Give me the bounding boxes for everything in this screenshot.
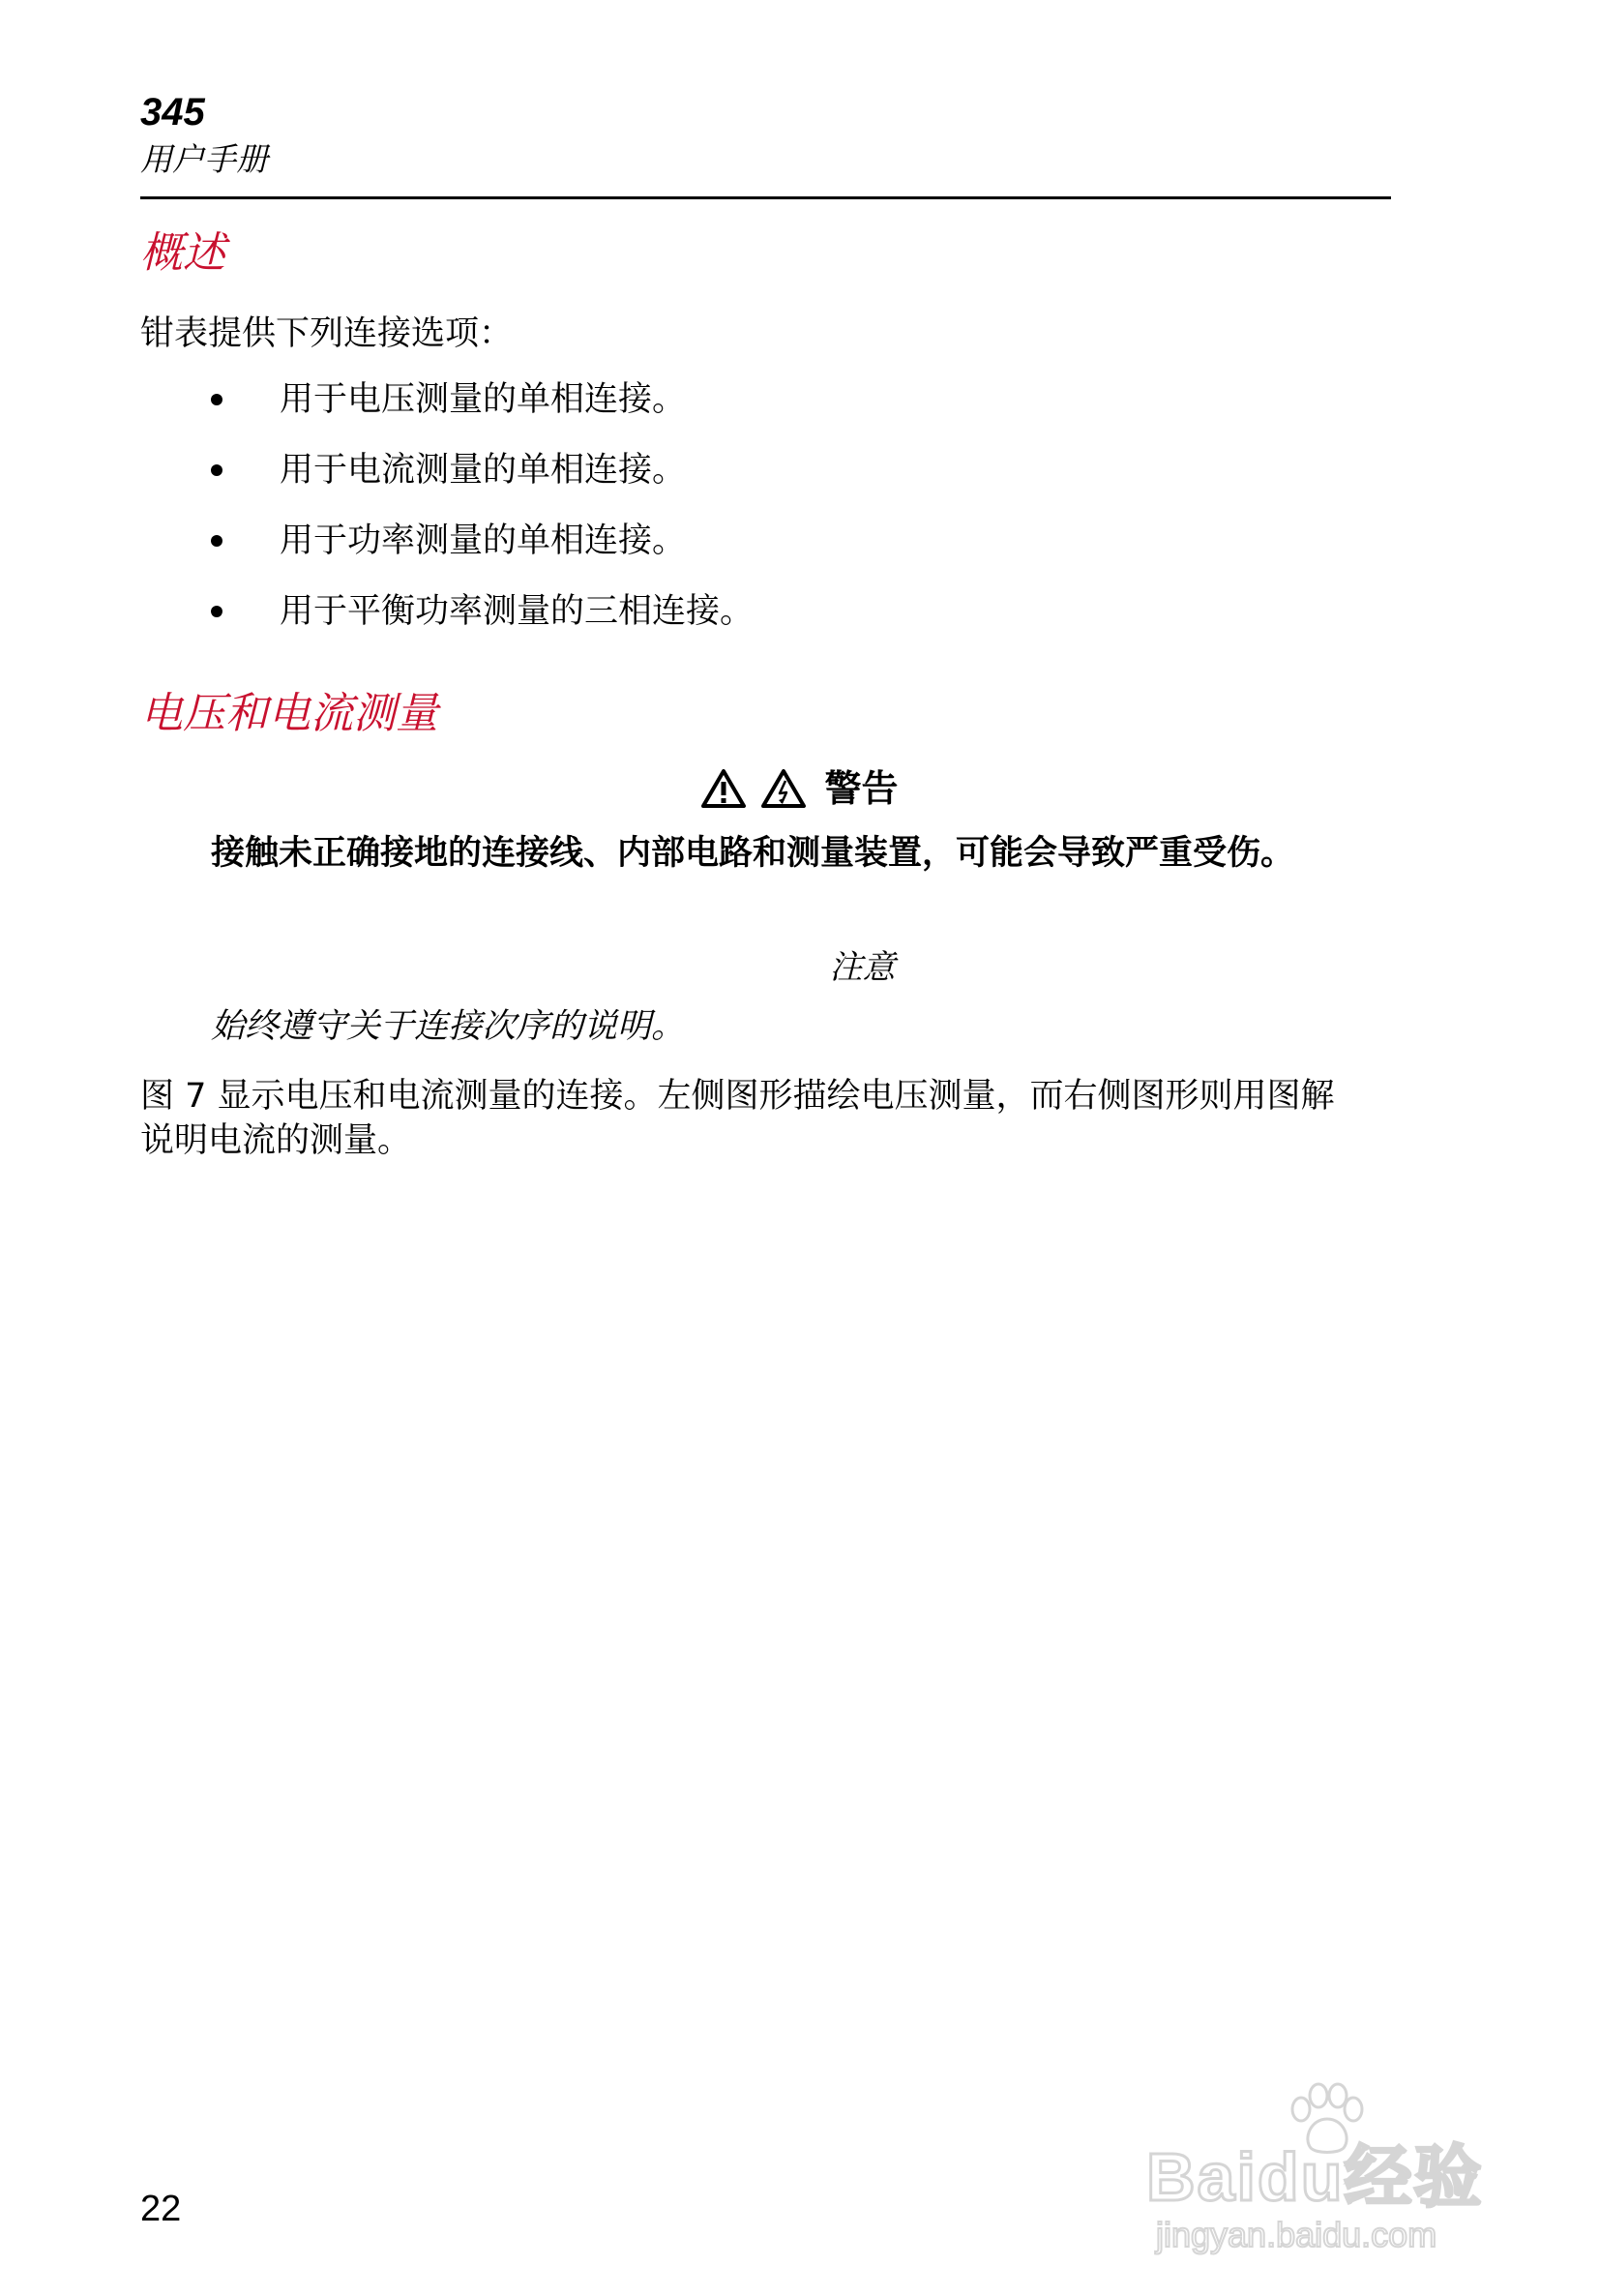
warning-triangle-icon — [700, 768, 747, 809]
bullet-icon — [211, 606, 222, 617]
warning-icons — [700, 768, 807, 809]
list-item — [205, 519, 754, 589]
list-item-text: 用于电压测量的单相连接。 — [280, 380, 687, 419]
section-heading-voltage-current: 电压和电流测量 — [140, 689, 438, 738]
list-item — [205, 448, 754, 519]
overview-intro: 钳表提供下列连接选项： — [140, 314, 514, 353]
warning-text: 接触未正确接地的连接线、内部电路和测量装置，可能会导致严重受伤。 — [211, 834, 1295, 873]
electric-shock-icon — [760, 768, 807, 809]
bullet-icon — [211, 535, 222, 547]
list-item — [205, 589, 754, 660]
warning-heading — [0, 764, 1599, 813]
manual-model-number: 345 — [140, 91, 205, 134]
list-item-text: 用于功率测量的单相连接。 — [280, 522, 687, 560]
list-item-text: 用于电流测量的单相连接。 — [280, 451, 687, 490]
section-heading-overview: 概述 — [140, 228, 225, 278]
watermark-brand: Baidu经验 — [1146, 2139, 1484, 2215]
warning-title: 警告 — [824, 767, 899, 810]
list-item — [205, 377, 754, 448]
caution-text: 始终遵守关于连接次序的说明。 — [211, 1007, 686, 1046]
caution-heading: 注意 — [829, 948, 896, 987]
figure-description: 图 7 显示电压和电流测量的连接。左侧图形描绘电压测量，而右侧图形则用图解说明电流的测量。 — [140, 1077, 1335, 1160]
list-item-text: 用于平衡功率测量的三相连接。 — [280, 592, 755, 631]
header-divider — [140, 196, 1391, 199]
bullet-icon — [211, 394, 222, 405]
connection-options-list — [205, 377, 754, 660]
baidu-watermark — [1146, 2080, 1533, 2254]
page-number: 22 — [140, 2189, 182, 2229]
watermark-url: jingyan.baidu.com — [1156, 2215, 1437, 2254]
bullet-icon — [211, 464, 222, 476]
manual-subtitle: 用户手册 — [140, 140, 268, 178]
